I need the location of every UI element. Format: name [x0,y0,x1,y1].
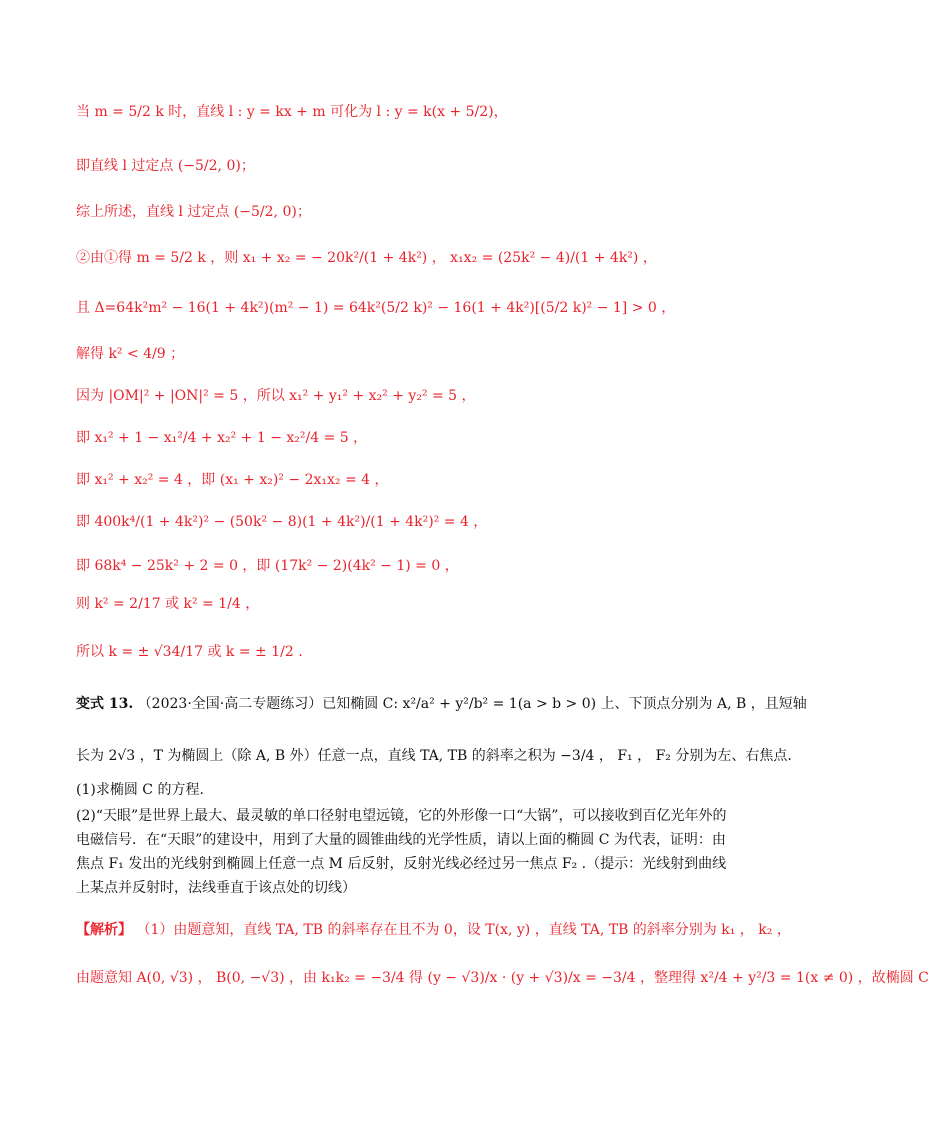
solution-line-10: 即 400k⁴/(1 + 4k²)² − (50k² − 8)(1 + 4k²)/(1 + 4k²)² = 4 ， [76,514,488,530]
solution-line-8: 即 x₁² + 1 − x₁²/4 + x₂² + 1 − x₂²/4 = 5 ， [76,430,368,446]
solution-line-2: 即直线 l 过定点 (−5/2, 0)； [76,158,255,174]
solution-line-11: 即 68k⁴ − 25k² + 2 = 0 ，即 (17k² − 2)(4k² − 1) = 0 ， [76,558,459,574]
question-2: (2)“天眼”是世界上最大、最灵敏的单口径射电望远镜，它的外形像一口“大锅”，可以接收到百亿光年外的电磁信号．在“天眼”的建设中，用到了大量的圆锥曲线的光学性质，请以上面的椭圆 C 为代表，证明：由焦点 F₁ 发出的光线射到椭圆上任意一点 M 后反射，反射光线必经过另一焦点 F₂ .（提示：光线射到曲线上某点并反射时，法线垂直于该点处的切线） [76,808,727,896]
question-1: (1)求椭圆 C 的方程. [76,782,204,798]
solution-line-9: 即 x₁² + x₂² = 4 ，即 (x₁ + x₂)² − 2x₁x₂ = 4 ， [76,472,389,488]
solution-line-12: 则 k² = 2/17 或 k² = 1/4 ， [76,596,260,612]
solution-line-13: 所以 k = ± √34/17 或 k = ± 1/2 . [76,644,303,660]
analysis-text-1: （1）由题意知，直线 TA, TB 的斜率存在且不为 0，设 T(x, y) ，直线 TA, TB 的斜率分别为 k₁ ， k₂ ， [136,922,791,938]
analysis-tag: 【解析】 [76,922,132,938]
problem-text-1: （2023·全国·高二专题练习）已知椭圆 C: x²/a² + y²/b² = 1(a > b > 0) 上、下顶点分别为 A, B ，且短轴 [137,696,807,712]
problem-13-line-2: 长为 2√3 ，T 为椭圆上（除 A, B 外）任意一点，直线 TA, TB 的斜率之积为 −3/4 ， F₁ ， F₂ 分别为左、右焦点. [76,748,792,764]
analysis-line-2: 由题意知 A(0, √3) ， B(0, −√3) ，由 k₁k₂ = −3/4 得 (y − √3)/x · (y + √3)/x = −3/4 ，整理得 x²/4 + y²/3 = 1(x ≠ 0) ，故椭圆 C [76,970,929,986]
problem-13-line-1 [76,694,807,714]
solution-line-1: 当 m = 5/2 k 时，直线 l : y = kx + m 可化为 l : y = k(x + 5/2)， [76,104,508,120]
problem-label: 变式 13. [76,696,134,712]
solution-line-7: 因为 |OM|² + |ON|² = 5 ，所以 x₁² + y₁² + x₂² + y₂² = 5 ， [76,388,476,404]
solution-line-6: 解得 k² < 4/9 ； [76,346,185,362]
solution-line-3: 综上所述，直线 l 过定点 (−5/2, 0)； [76,204,311,220]
solution-line-5: 且 Δ=64k²m² − 16(1 + 4k²)(m² − 1) = 64k²(5/2 k)² − 16(1 + 4k²)[(5/2 k)² − 1] > 0 ， [76,300,676,316]
analysis-line-1 [76,920,791,940]
solution-line-4: ②由①得 m = 5/2 k ，则 x₁ + x₂ = − 20k²/(1 + 4k²) ， x₁x₂ = (25k² − 4)/(1 + 4k²) ， [76,250,657,266]
